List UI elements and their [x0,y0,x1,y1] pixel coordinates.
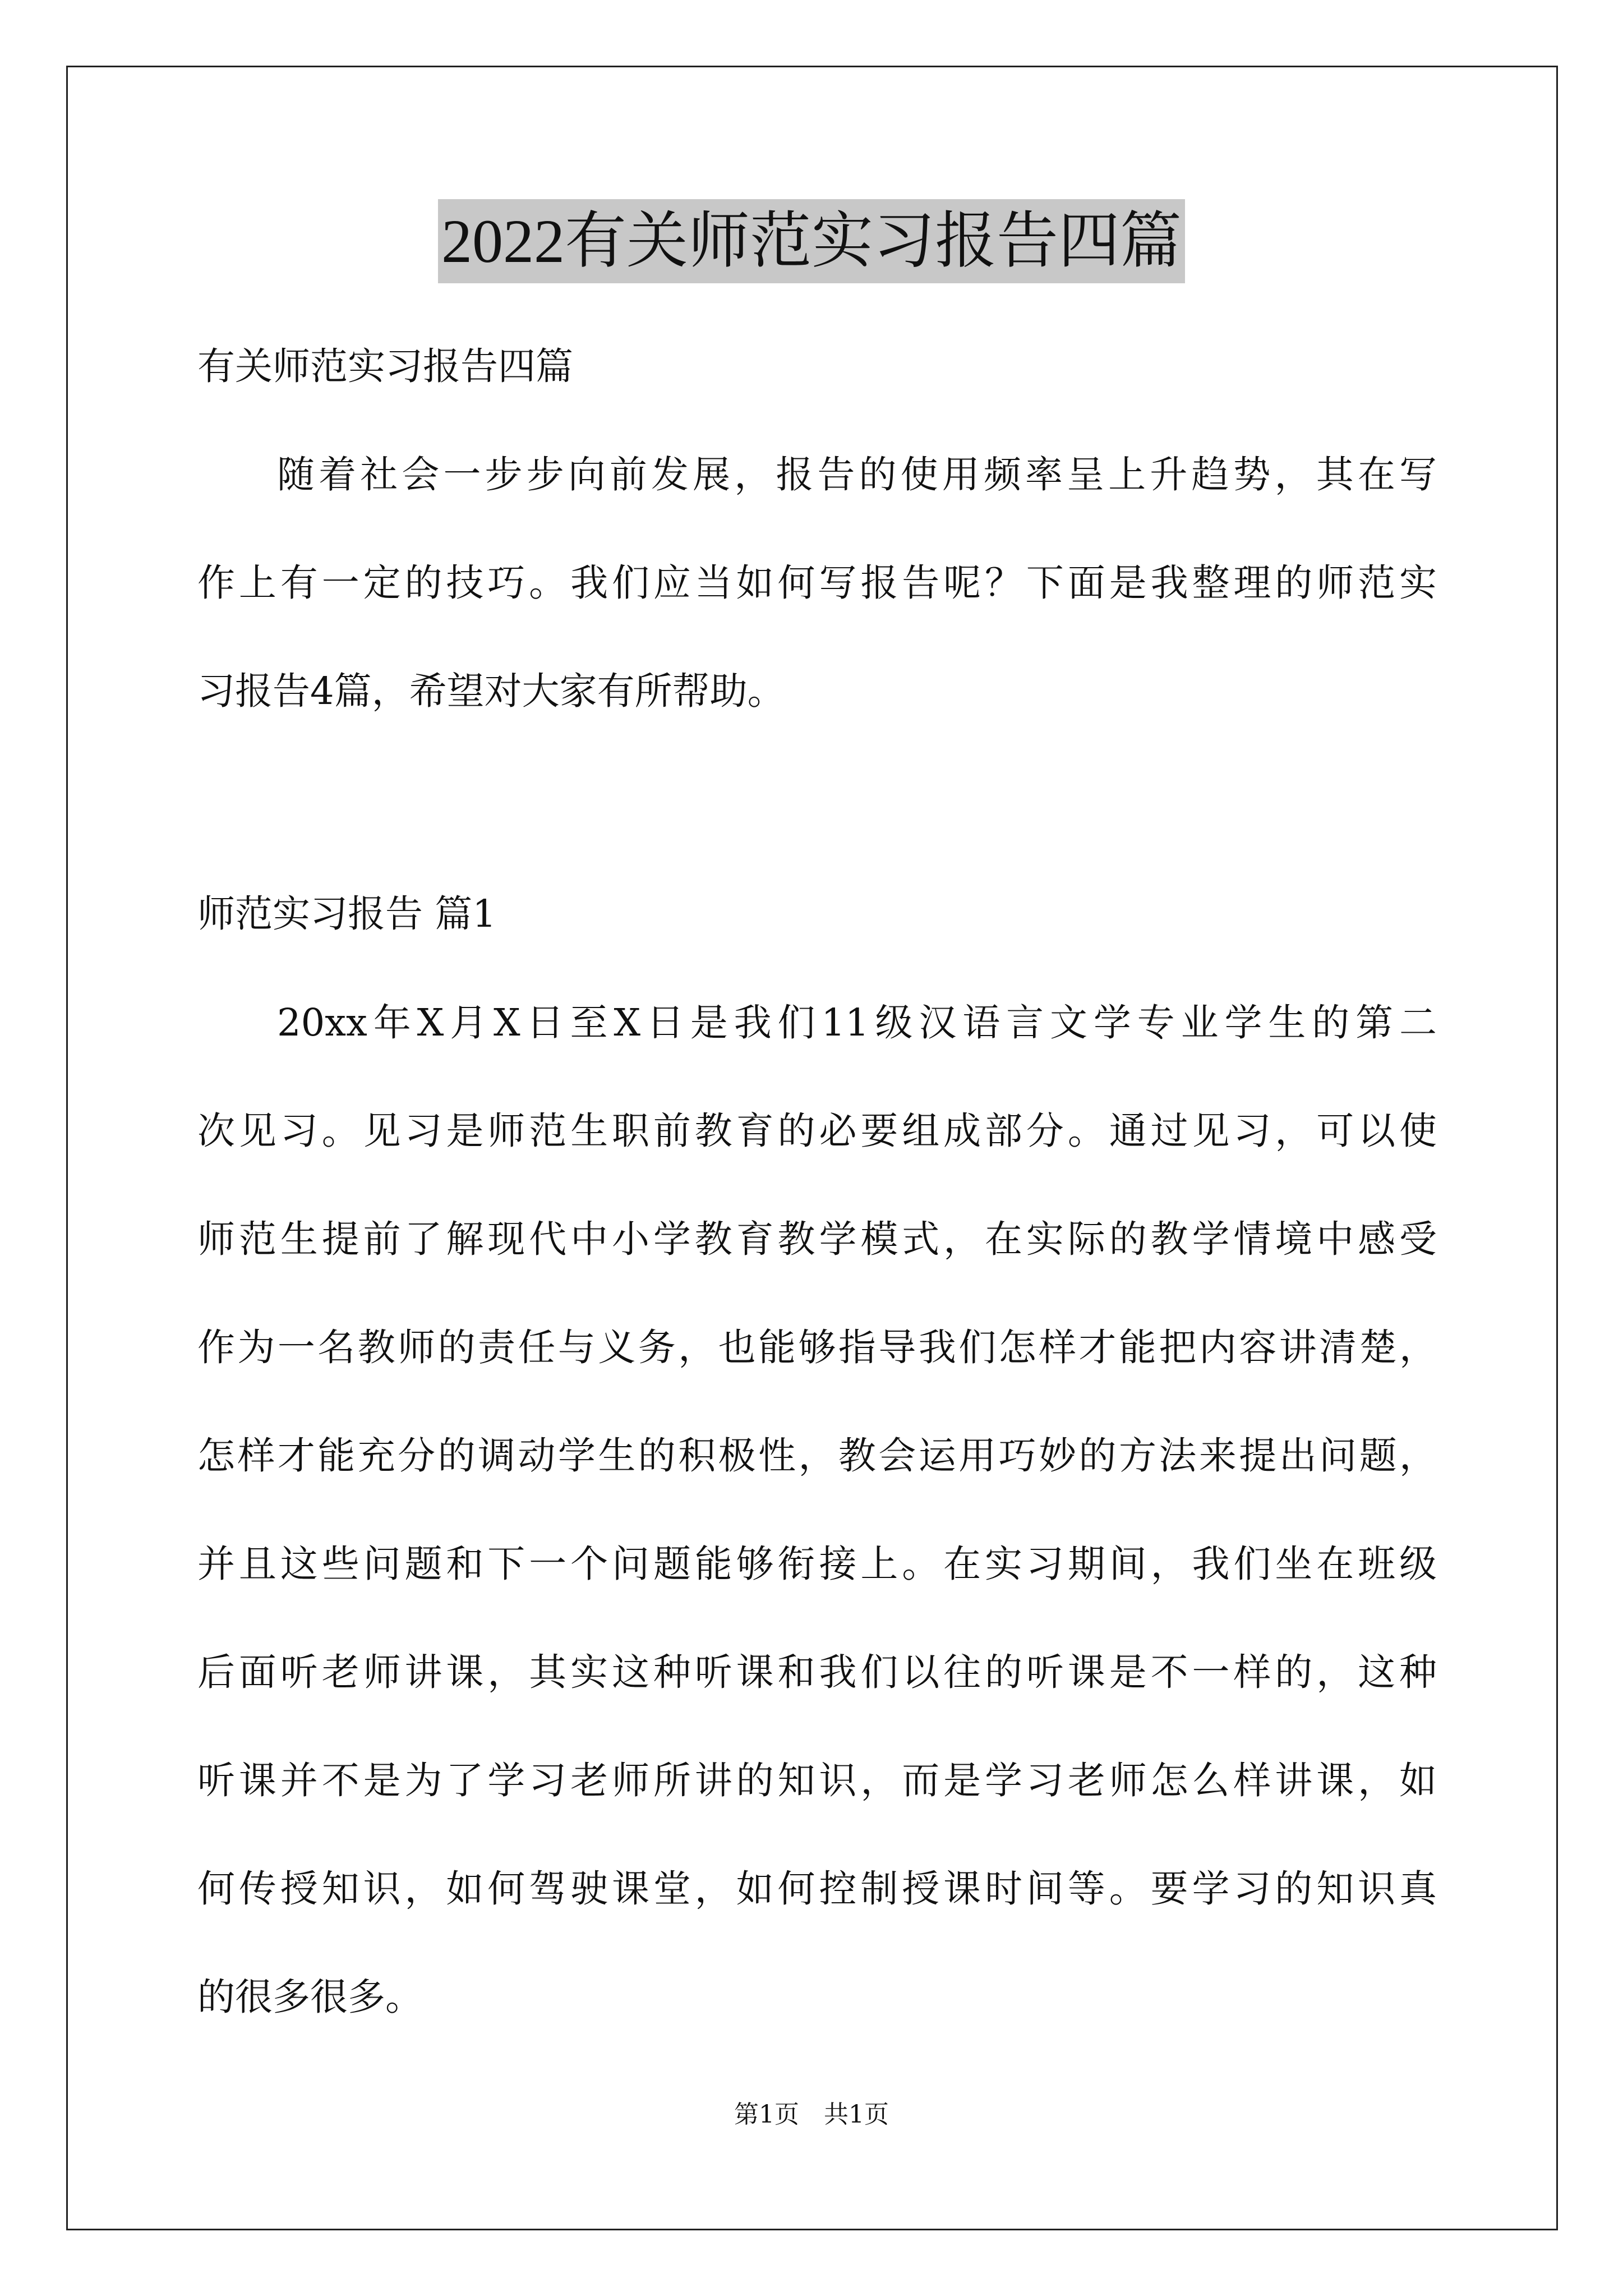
body-line: 20xx年X月X日至X日是我们11级汉语言文学专业学生的第二 [277,1001,1437,1045]
document-subtitle: 有关师范实习报告四篇 [197,344,573,388]
body-line: 何传授知识，如何驾驶课堂，如何控制授课时间等。要学习的知识真 [197,1867,1437,1911]
body-line: 作为一名教师的责任与义务，也能够指导我们怎样才能把内容讲清楚， [197,1326,1437,1369]
section-heading: 师范实习报告 篇1 [197,892,496,936]
body-line: 师范生提前了解现代中小学教育教学模式，在实际的教学情境中感受 [197,1217,1437,1261]
document-subtitle-block [197,312,1437,421]
body-line: 怎样才能充分的调动学生的积极性，教会运用巧妙的方法来提出问题， [197,1434,1437,1478]
intro-line: 作上有一定的技巧。我们应当如何写报告呢？下面是我整理的师范实 [197,561,1437,605]
body-line: 次见习。见习是师范生职前教育的必要组成部分。通过见习，可以使 [197,1109,1437,1153]
body-line: 后面听老师讲课，其实这种听课和我们以往的听课是不一样的，这种 [197,1650,1437,1694]
body-paragraph [197,969,1437,2051]
page-footer: 第1页 共1页 [734,2100,889,2129]
title-wrap [0,199,1623,283]
intro-line: 随着社会一步步向前发展，报告的使用频率呈上升趋势，其在写 [277,453,1437,496]
intro-line: 习报告4篇，希望对大家有所帮助。 [197,669,785,713]
section-heading-block [197,860,1437,968]
body-line: 的很多很多。 [197,1975,423,2019]
document-title: 2022有关师范实习报告四篇 [438,199,1185,283]
intro-paragraph [197,421,1437,746]
body-line: 并且这些问题和下一个问题能够衔接上。在实习期间，我们坐在班级 [197,1542,1437,1586]
body-line: 听课并不是为了学习老师所讲的知识，而是学习老师怎么样讲课，如 [197,1759,1437,1802]
